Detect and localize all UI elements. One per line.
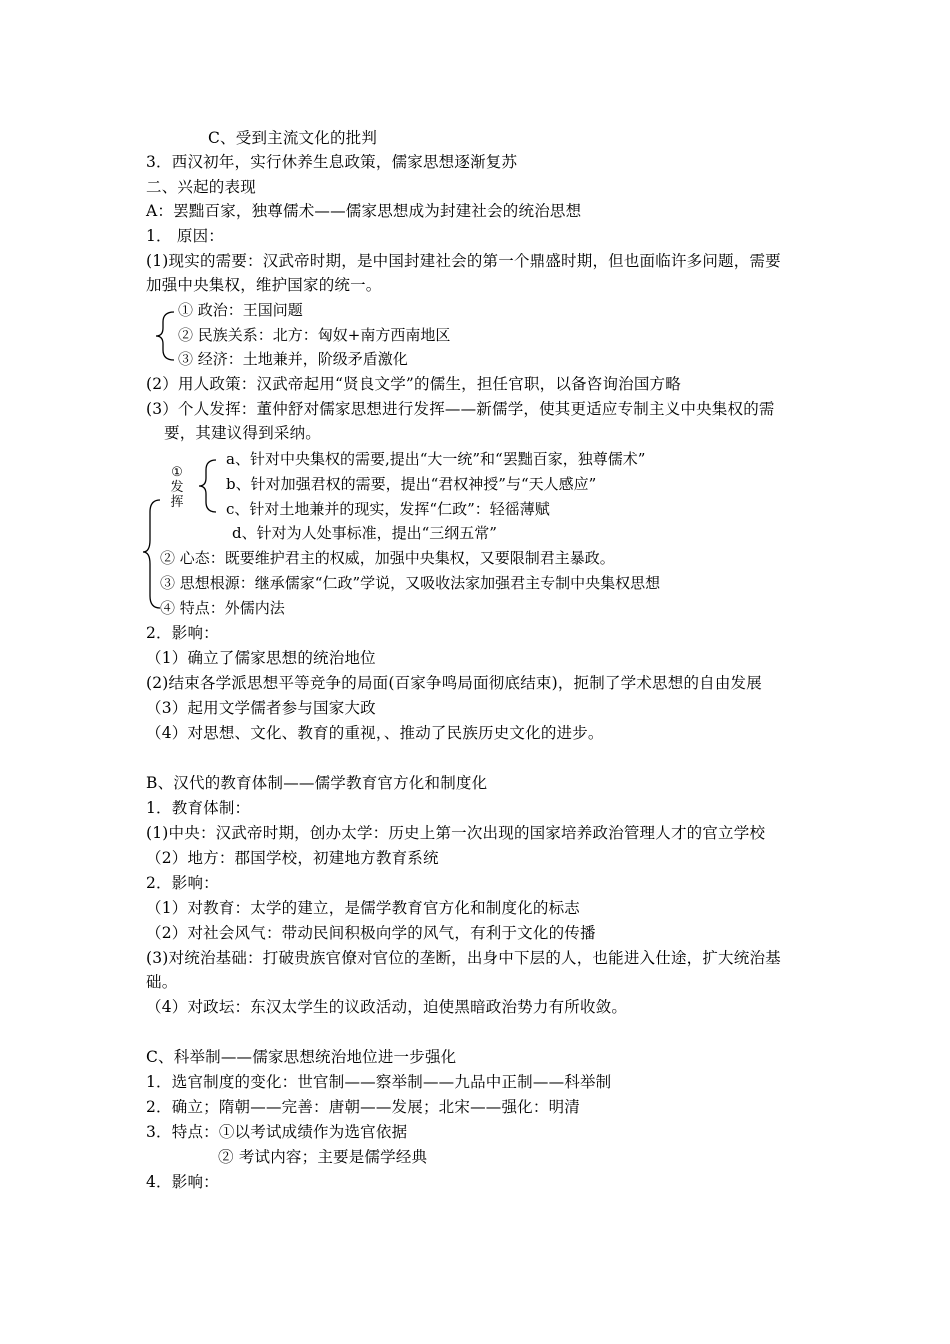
- line-exam-content: ② 考试内容；主要是儒学经典: [218, 1148, 428, 1166]
- list-item-ethnic: ② 民族关系：北方：匈奴+南方西南地区: [178, 326, 451, 344]
- line-influence: 2．影响：: [146, 624, 219, 642]
- line-critique: C、受到主流文化的批判: [208, 129, 378, 147]
- line-exam-change: 1．选官制度的变化：世官制——察举制——九品中正制——科举制: [146, 1073, 612, 1091]
- list-item-d: d、针对为人处事标准，提出“三纲五常”: [232, 524, 497, 542]
- line-infl-3: （3）起用文学儒者参与国家大政: [146, 699, 376, 717]
- section-heading-rise: 二、兴起的表现: [146, 178, 256, 196]
- line-edu-central: (1)中央：汉武帝时期，创办太学：历史上第一次出现的国家培养政治管理人才的官立学校: [146, 824, 766, 842]
- line-edu-local: （2）地方：郡国学校，初建地方教育系统: [146, 849, 439, 867]
- line-infl-1: （1）确立了儒家思想的统治地位: [146, 649, 376, 667]
- brace-develop: [199, 460, 216, 512]
- list-item-c: c、针对土地兼并的现实，发挥“仁政”：轻徭薄赋: [226, 500, 550, 518]
- list-item-feature: ④ 特点：外儒内法: [160, 599, 285, 617]
- line-edu-infl-3: (3)对统治基础：打破贵族官僚对官位的垄断，出身中下层的人，也能进入仕途，扩大统治基: [146, 949, 781, 967]
- list-item-a: a、针对中央集权的需要,提出“大一统”和“罢黜百家，独尊儒术”: [226, 450, 646, 468]
- line-edu-influence: 2．影响：: [146, 874, 219, 892]
- heading-c: C、科举制——儒家思想统治地位进一步强化: [146, 1048, 457, 1066]
- line-need: (1)现实的需要：汉武帝时期，是中国封建社会的第一个鼎盛时期，但也面临许多问题，需要: [146, 252, 781, 270]
- line-exam-establish: 2．确立；隋朝——完善：唐朝——发展；北宋——强化：明清: [146, 1098, 580, 1116]
- line-edu-infl-4: （4）对政坛：东汉太学生的议政活动，迫使黑暗政治势力有所收敛。: [146, 998, 628, 1016]
- label-develop: ① 发 挥: [170, 465, 184, 510]
- line-western-han: 3．西汉初年，实行休养生息政策，儒家思想逐渐复苏: [146, 153, 518, 171]
- line-dong-cont: 要，其建议得到采纳。: [164, 424, 322, 442]
- line-edu-system: 1．教育体制：: [146, 799, 251, 817]
- list-item-mentality: ② 心态：既要维护君主的权威，加强中央集权，又要限制君主暴政。: [160, 549, 615, 567]
- heading-b: B、汉代的教育体制——儒学教育官方化和制度化: [146, 774, 488, 792]
- brace-outer: [143, 500, 160, 608]
- line-dong: (3）个人发挥：董仲舒对儒家思想进行发挥——新儒学，使其更适应专制主义中央集权的需: [146, 400, 775, 418]
- line-infl-4: （4）对思想、文化、教育的重视，、推动了民族历史文化的进步。: [146, 724, 604, 742]
- list-item-roots: ③ 思想根源：继承儒家“仁政”学说，又吸收法家加强君主专制中央集权思想: [160, 574, 661, 592]
- list-item-economy: ③ 经济：土地兼并，阶级矛盾激化: [178, 350, 408, 368]
- line-edu-infl-2: （2）对社会风气：带动民间积极向学的风气，有利于文化的传播: [146, 924, 596, 942]
- list-item-b: b、针对加强君权的需要，提出“君权神授”与“天人感应”: [226, 475, 597, 493]
- list-item-politics: ① 政治：王国问题: [178, 301, 303, 319]
- line-reasons: 1． 原因：: [146, 227, 224, 245]
- line-exam-feature: 3．特点：①以考试成绩作为选官依据: [146, 1123, 408, 1141]
- line-need-cont: 加强中央集权，维护国家的统一。: [146, 276, 382, 294]
- line-personnel: (2）用人政策：汉武帝起用“贤良文学”的儒生，担任官职，以备咨询治国方略: [146, 375, 681, 393]
- line-infl-2: (2)结束各学派思想平等竞争的局面(百家争鸣局面彻底结束)，扼制了学术思想的自由发展: [146, 674, 762, 692]
- line-exam-influence: 4．影响：: [146, 1173, 219, 1191]
- line-edu-infl-1: （1）对教育：太学的建立，是儒学教育官方化和制度化的标志: [146, 899, 580, 917]
- brace-reasons: [156, 312, 174, 360]
- line-edu-infl-3-cont: 础。: [146, 973, 178, 991]
- heading-a: A：罢黜百家，独尊儒术——儒家思想成为封建社会的统治思想: [146, 202, 582, 220]
